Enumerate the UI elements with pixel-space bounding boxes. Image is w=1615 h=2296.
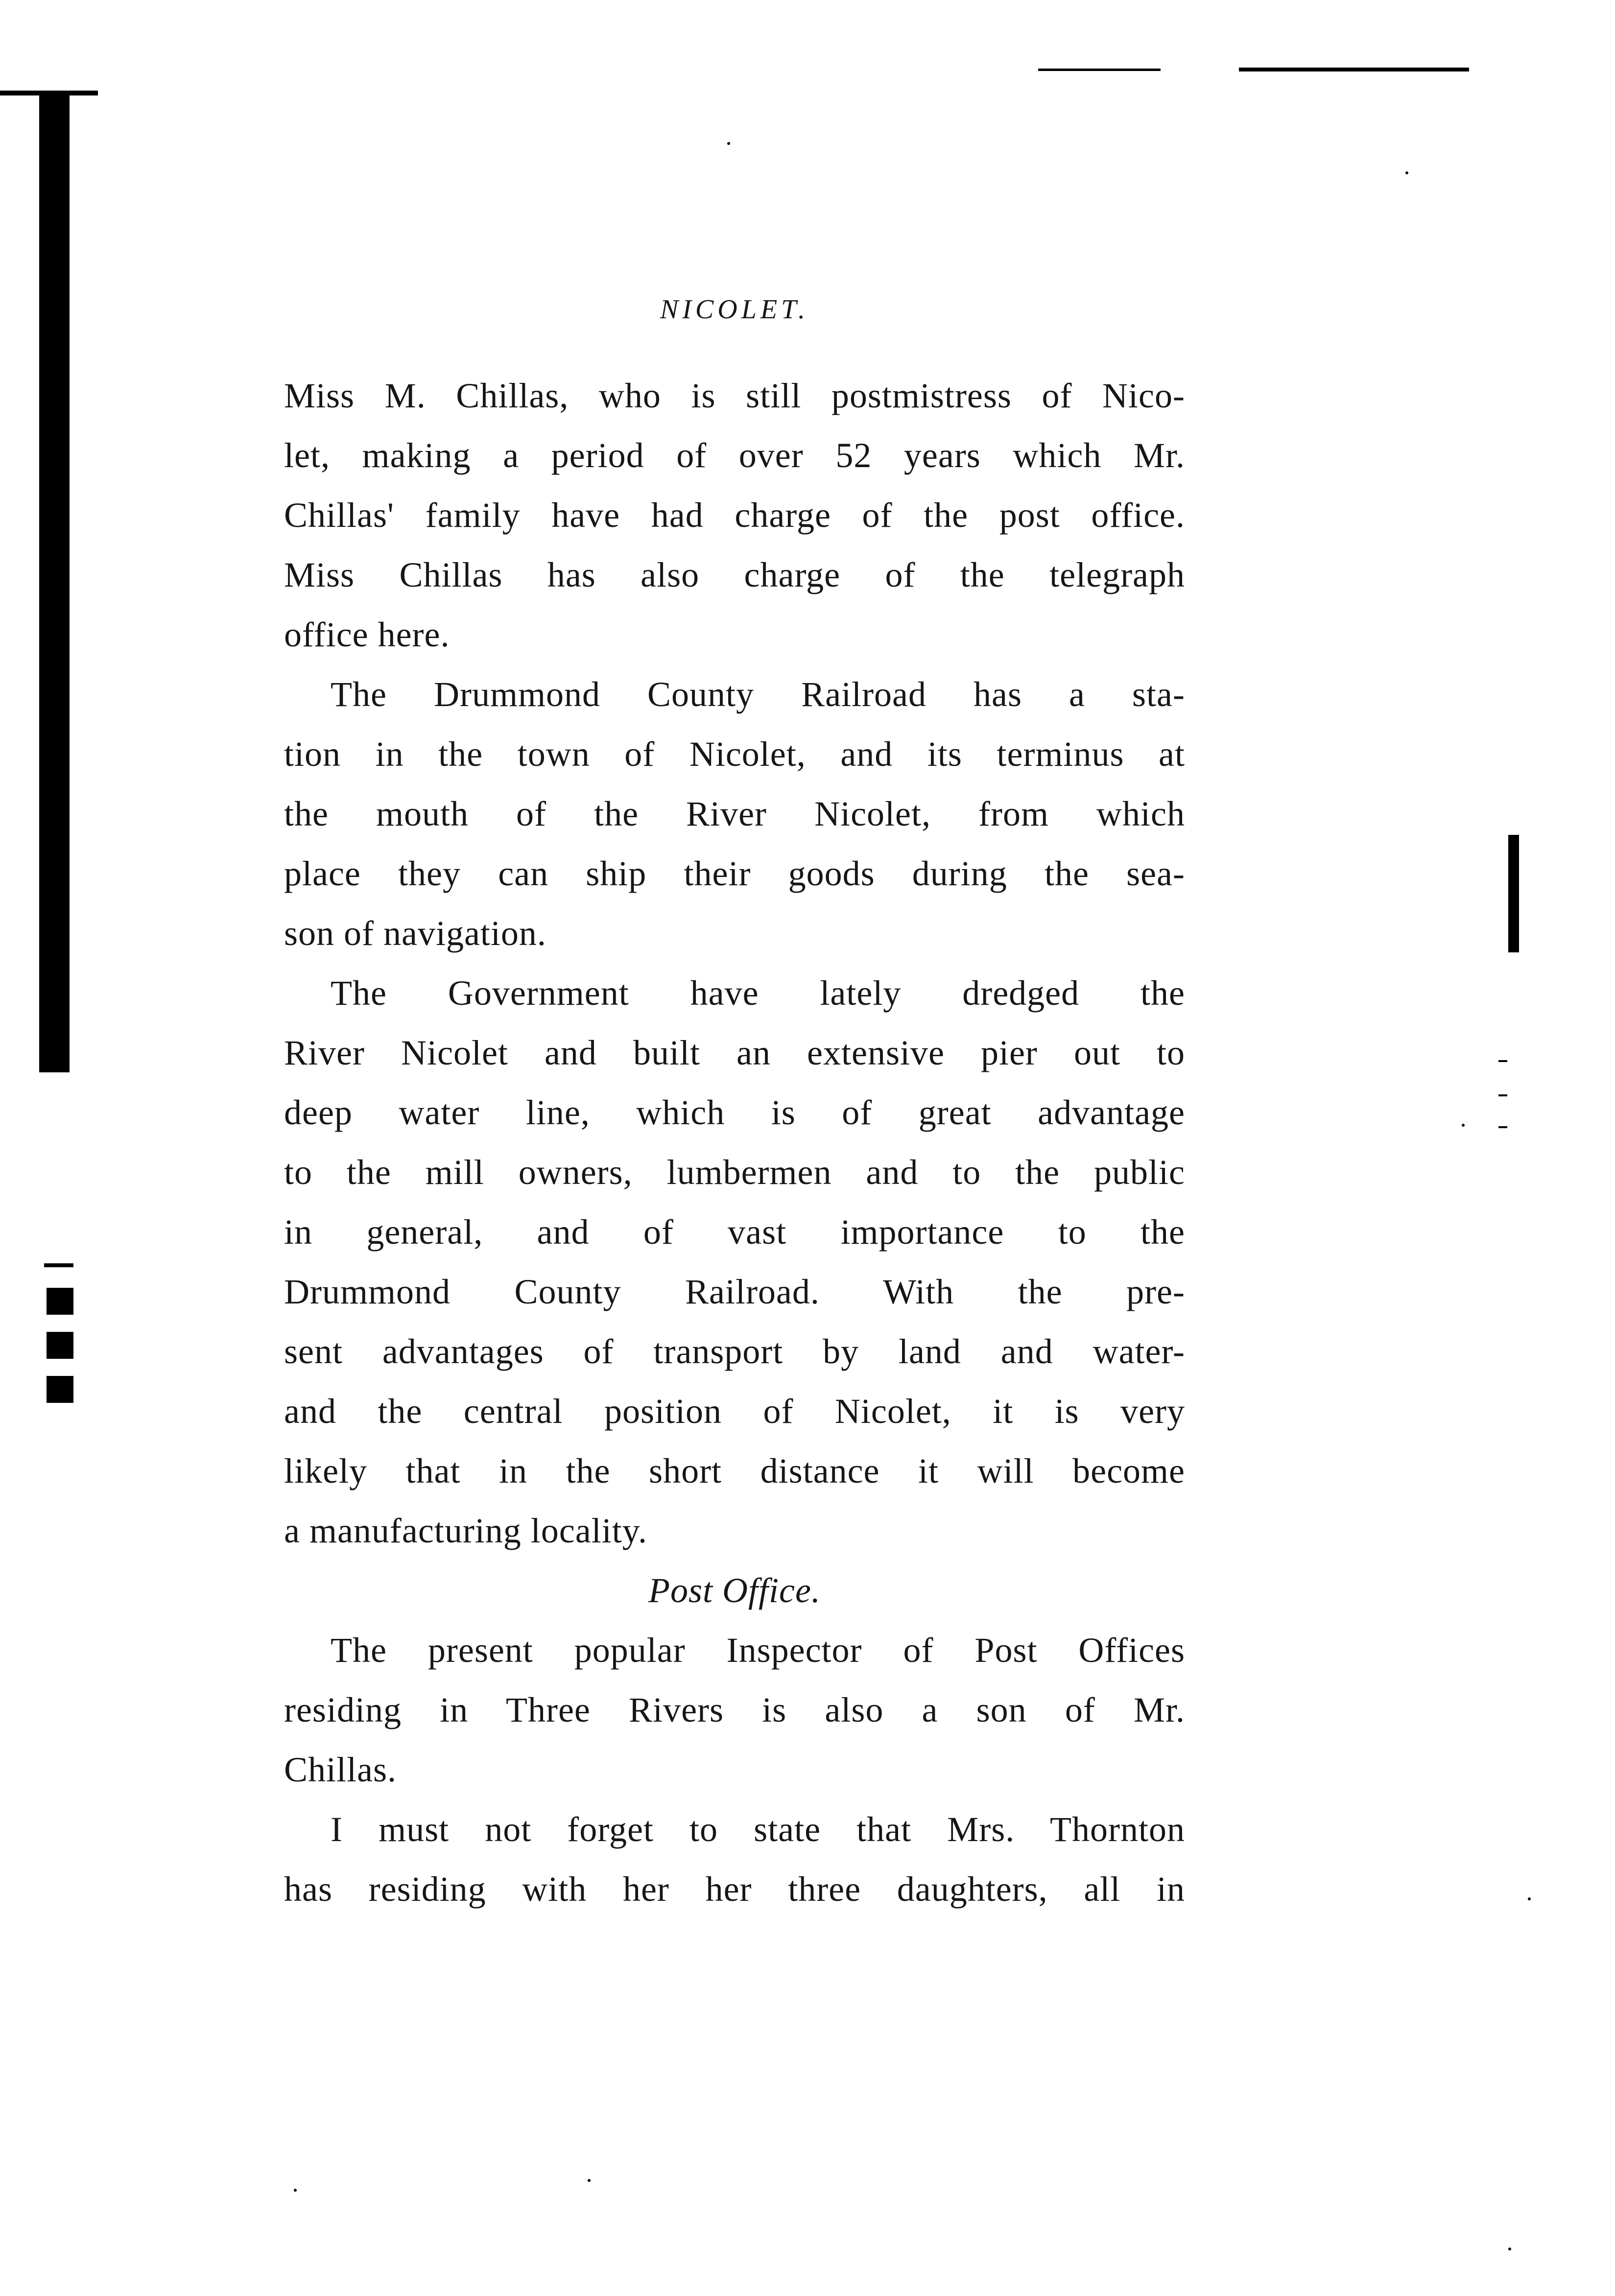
text-line: Chillas' family have had charge of the post office. — [284, 496, 1185, 535]
text-line: The Drummond County Railroad has a sta- — [331, 675, 1185, 714]
text-line: I must not forget to state that Mrs. Thornton — [331, 1810, 1185, 1849]
text-line: a manufacturing locality. — [284, 1511, 648, 1550]
scan-speck — [588, 2179, 591, 2182]
text-line: The present popular Inspector of Post Offices — [331, 1631, 1185, 1670]
text-line: in general, and of vast importance to the — [284, 1212, 1185, 1252]
text-line: deep water line, which is of great advantage — [284, 1093, 1185, 1132]
text-line: office here. — [284, 615, 450, 654]
text-line: Miss M. Chillas, who is still postmistress of Nico- — [284, 376, 1185, 415]
scan-top-rule — [1038, 69, 1161, 71]
scan-mark — [47, 1332, 73, 1359]
scan-edge-bar — [39, 93, 70, 1072]
scan-mark — [47, 1376, 73, 1403]
text-line: Chillas. — [284, 1750, 397, 1789]
scan-speck — [1462, 1124, 1465, 1127]
text-line: Miss Chillas has also charge of the telegraph — [284, 555, 1185, 594]
scan-top-rule — [1239, 68, 1469, 71]
text-line: River Nicolet and built an extensive pier out to — [284, 1033, 1185, 1072]
text-line: and the central position of Nicolet, it is very — [284, 1392, 1185, 1431]
running-head: NICOLET. — [660, 294, 809, 325]
text-line: likely that in the short distance it will become — [284, 1451, 1185, 1491]
text-line: sent advantages of transport by land and water- — [284, 1332, 1185, 1371]
text-line: has residing with her her three daughters, all in — [284, 1870, 1185, 1909]
scan-speck — [1405, 171, 1408, 174]
scan-speck — [1528, 1897, 1531, 1900]
text-line: residing in Three Rivers is also a son of Mr. — [284, 1690, 1185, 1729]
text-line: son of navigation. — [284, 914, 546, 953]
scan-edge-bar-right — [1508, 835, 1519, 952]
text-line: let, making a period of over 52 years which Mr. — [284, 436, 1185, 475]
scan-mark — [1498, 1094, 1507, 1096]
text-line: to the mill owners, lumbermen and to the public — [284, 1153, 1185, 1192]
scan-mark — [44, 1263, 73, 1267]
scan-mark — [1498, 1126, 1507, 1128]
text-line: place they can ship their goods during the sea- — [284, 854, 1185, 893]
text-line: The Government have lately dredged the — [331, 973, 1185, 1013]
scan-speck — [294, 2189, 297, 2192]
text-line: the mouth of the River Nicolet, from which — [284, 794, 1185, 833]
text-line: Drummond County Railroad. With the pre- — [284, 1272, 1185, 1311]
scan-speck — [727, 142, 730, 145]
scan-mark — [1498, 1060, 1507, 1062]
text-line: tion in the town of Nicolet, and its terminus at — [284, 734, 1185, 774]
section-heading: Post Office. — [648, 1571, 821, 1610]
scan-speck — [1508, 2248, 1511, 2250]
scan-mark — [47, 1288, 73, 1315]
